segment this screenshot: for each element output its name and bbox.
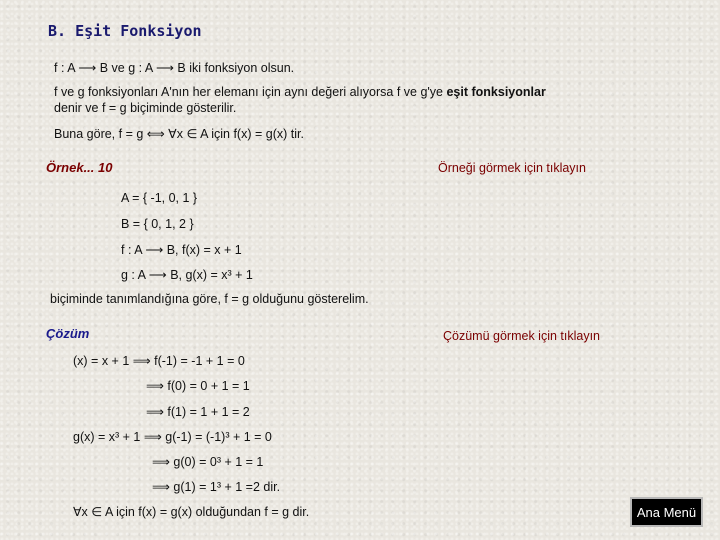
solution-line-4: g(x) = x³ + 1 ⟹ g(-1) = (-1)³ + 1 = 0 (73, 430, 272, 444)
solution-line-1: (x) = x + 1 ⟹ f(-1) = -1 + 1 = 0 (73, 354, 245, 368)
solution-label: Çözüm (46, 326, 90, 341)
example-label: Örnek... 10 (46, 160, 113, 175)
main-menu-button[interactable]: Ana Menü (630, 497, 703, 527)
example-line-4: g : A ⟶ B, g(x) = x³ + 1 (121, 268, 253, 282)
solution-line-3: ⟹ f(1) = 1 + 1 = 2 (146, 405, 250, 419)
rule-text: Buna göre, f = g ⟺ ∀x ∈ A için f(x) = g(x) tir. (54, 127, 304, 141)
solution-line-5: ⟹ g(0) = 0³ + 1 = 1 (152, 455, 264, 469)
solution-conclusion: ∀x ∈ A için f(x) = g(x) olduğundan f = g dir. (73, 505, 310, 519)
example-line-3: f : A ⟶ B, f(x) = x + 1 (121, 243, 242, 257)
solution-line-2: ⟹ f(0) = 0 + 1 = 1 (146, 379, 250, 393)
definition-bold: eşit fonksiyonlar (446, 85, 546, 99)
intro-text: f : A ⟶ B ve g : A ⟶ B iki fonksiyon olsun. (54, 61, 295, 75)
solution-link[interactable]: Çözümü görmek için tıklayın (443, 329, 601, 343)
definition-text (54, 84, 574, 116)
definition-after: denir ve f = g biçiminde gösterilir. (54, 101, 237, 115)
example-line-1: A = { -1, 0, 1 } (121, 191, 198, 205)
definition-before: f ve g fonksiyonları A'nın her elemanı için aynı değeri alıyorsa f ve g'ye (54, 85, 447, 99)
solution-line-6: ⟹ g(1) = 1³ + 1 =2 dir. (152, 480, 281, 494)
page-title: B. Eşit Fonksiyon (48, 22, 202, 40)
example-statement: biçiminde tanımlandığına göre, f = g olduğunu gösterelim. (50, 292, 369, 306)
example-link[interactable]: Örneği görmek için tıklayın (438, 161, 586, 175)
example-line-2: B = { 0, 1, 2 } (121, 217, 194, 231)
